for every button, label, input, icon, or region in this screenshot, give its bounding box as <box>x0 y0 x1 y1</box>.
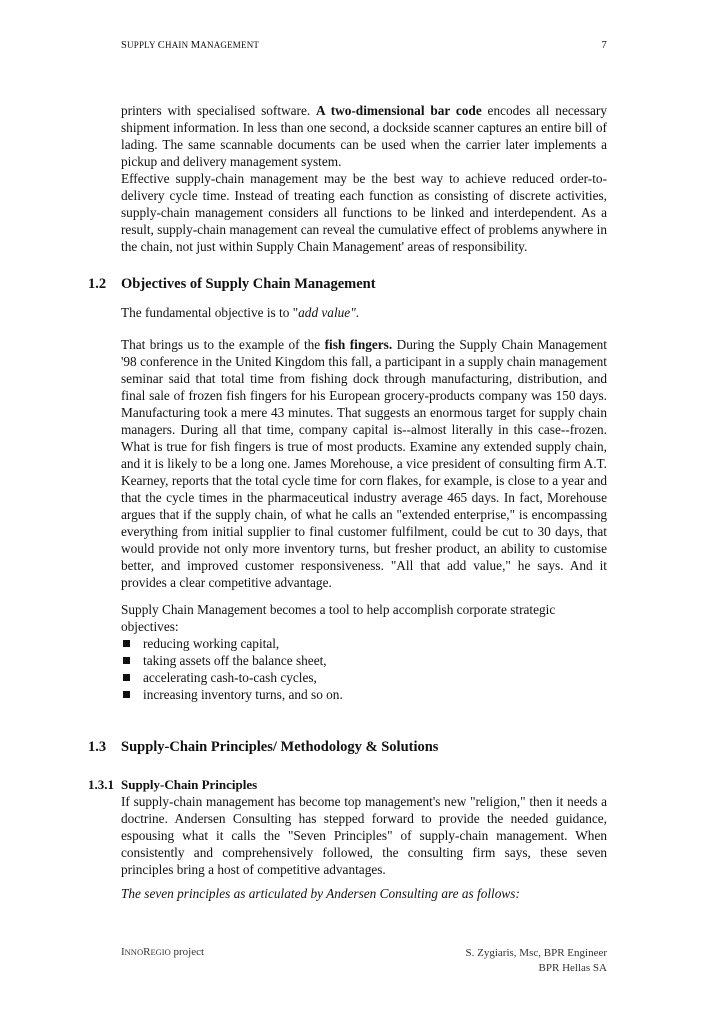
section-number: 1.2 <box>88 276 107 292</box>
text-run: encodes all necessary shipment information. In less than one second, a dockside scanner captures an entire bill of lading. The same scannable documents can be used when the carrier later implements a pickup and delivery management system. <box>121 103 607 169</box>
objective-paragraph <box>121 304 607 321</box>
text-run: The fundamental objective is to " <box>121 305 299 320</box>
intro-paragraph <box>121 102 607 170</box>
subsection-number: 1.3.1 <box>88 777 114 792</box>
header-cap: M <box>190 40 201 51</box>
bold-text: A two-dimensional bar code <box>316 103 482 118</box>
section-title: Supply-Chain Principles/ Methodology & Solutions <box>121 739 439 755</box>
objectives-list <box>121 635 607 703</box>
footer-org-line: BPR Hellas SA <box>538 962 607 974</box>
tool-block <box>121 601 607 703</box>
list-item-text: reducing working capital, <box>143 636 280 651</box>
intro-block <box>121 102 607 255</box>
footer-author-line: S. Zygiaris, Msc, BPR Engineer <box>465 947 607 959</box>
footer-cap: I <box>121 946 125 958</box>
intro-paragraph-2: Effective supply-chain management may be the best way to achieve reduced order-to-delivery cycle time. Instead of treating each function as consisting of discrete activities, supply-chain management considers all functions to be linked and interdependent. As a result, supply-chain management can reveal the cumulative effect of problems anywhere in the chain, not just within Supply Chain Management' areas of responsibility. <box>121 171 607 254</box>
footer-cap: R <box>143 946 151 958</box>
text-run: printers with specialised software. <box>121 103 316 118</box>
list-item <box>121 669 607 686</box>
header-sc: ANAGEMENT <box>200 40 260 50</box>
page-number: 7 <box>601 40 607 51</box>
italic-text: The seven principles as articulated by Andersen Consulting are as follows: <box>121 886 520 901</box>
bullet-icon <box>123 640 130 647</box>
italic-text: add value" <box>298 305 356 320</box>
list-item <box>121 635 607 652</box>
bullet-icon <box>123 657 130 664</box>
text-run: . <box>355 305 360 320</box>
principles-paragraph <box>121 793 607 878</box>
footer-text: project <box>170 946 205 958</box>
header-cap: S <box>121 40 128 51</box>
list-item-text: accelerating cash-to-cash cycles, <box>143 670 317 685</box>
text-run: During the Supply Chain Management '98 conference in the United Kingdom this fall, a participant in a supply chain management seminar said that total time from fishing dock through manufacturing, distribution, and final sale of frozen fish fingers for his European grocery-products company was 150 days. Manufacturing took a mere 43 minutes. That suggests an enormous target for supply chain managers. During all that time, company capital is--almost literally in this case--frozen. What is true for fish fingers is true of most products. Examine any extended supply chain, and it is likely to be a long one. James Morehouse, a vice president of consulting firm A.T. Kearney, reports that the total cycle time for corn flakes, for example, is close to a year and that the cycle times in the pharmaceutical industry average 465 days. In fact, Morehouse argues that if the supply chain, of what he calls an "extended enterprise," is encompassing everything from initial supplier to final customer fulfilment, could be cut to 30 days, that would provide not only more inventory turns, but fresher product, an ability to customise better, and improved customer responsiveness. "All that add value," he says. And it provides a clear competitive advantage. <box>121 337 607 590</box>
principles-intro <box>121 885 607 902</box>
footer-author <box>466 946 607 976</box>
header-title <box>121 40 259 51</box>
list-item-text: taking assets off the balance sheet, <box>143 653 327 668</box>
bold-text: fish fingers. <box>324 337 393 352</box>
section-title: Objectives of Supply Chain Management <box>121 276 376 292</box>
footer-project <box>121 946 204 958</box>
list-item <box>121 686 607 703</box>
header-sc: UPPLY <box>127 40 158 50</box>
list-item <box>121 652 607 669</box>
paragraph-text: If supply-chain management has become top management's new "religion," then it needs a doctrine. Andersen Consulting has stepped forward to provide the needed guidance, espousing what it calls the "Seven Principles" of supply-chain management. When consistently and comprehensively followed, the consulting firm says, these seven principles bring a host of competitive advantages. <box>121 794 607 877</box>
footer-sc: EGIO <box>150 947 171 957</box>
tool-intro: Supply Chain Management becomes a tool to help accomplish corporate strategic objectives: <box>121 602 556 634</box>
header-sc: HAIN <box>165 40 191 50</box>
list-item-text: increasing inventory turns, and so on. <box>143 687 343 702</box>
text-run: That brings us to the example of the <box>121 337 325 352</box>
bullet-icon <box>123 691 130 698</box>
section-number: 1.3 <box>88 739 107 755</box>
footer-sc: NNO <box>124 947 144 957</box>
example-paragraph <box>121 336 607 591</box>
subsection-title: Supply-Chain Principles <box>121 777 258 792</box>
bullet-icon <box>123 674 130 681</box>
header-cap: C <box>157 40 165 51</box>
